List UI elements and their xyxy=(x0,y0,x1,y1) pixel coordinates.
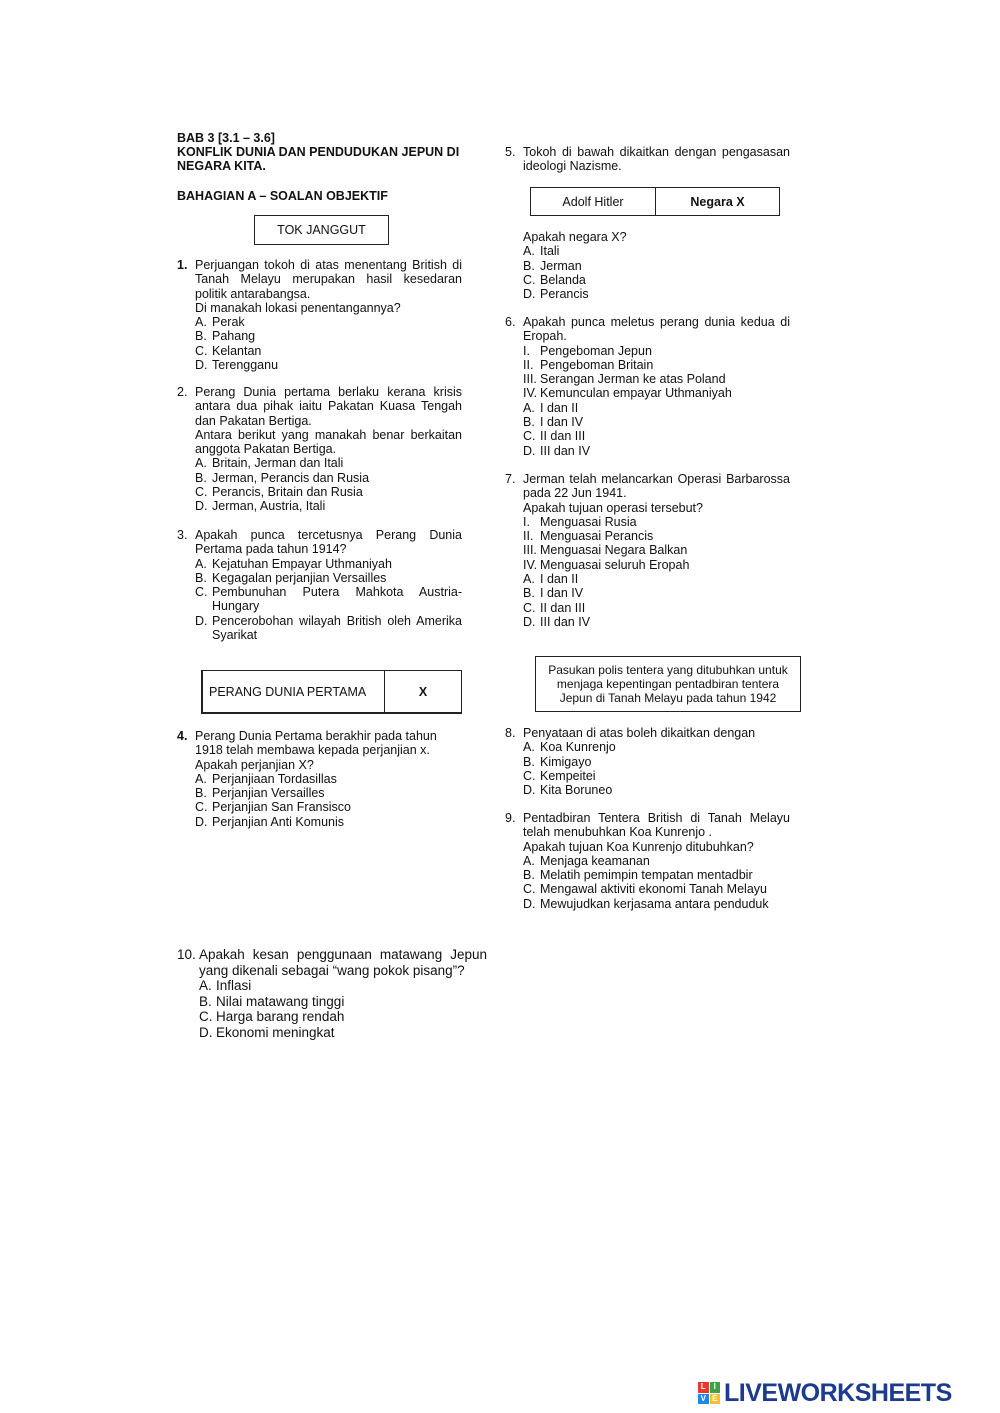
stimulus-box-perang-dunia xyxy=(201,670,462,714)
question-number: 5. xyxy=(505,145,516,159)
stimulus-box-adolf-hitler xyxy=(530,187,780,216)
option-c[interactable]: C. Belanda xyxy=(523,272,586,287)
question-number: 10. xyxy=(177,947,196,962)
option-list xyxy=(523,854,790,911)
statement-iii: III. Menguasai Negara Balkan xyxy=(523,543,688,558)
logo-tile-green: I xyxy=(710,1382,721,1393)
question-prompt: Di manakah lokasi penentangannya? xyxy=(195,300,401,315)
option-a[interactable]: A. Itali xyxy=(523,244,560,259)
option-d[interactable]: D. Terengganu xyxy=(195,358,279,373)
question-5-options xyxy=(505,230,790,301)
stimulus-right-cell: X xyxy=(418,684,428,699)
option-c[interactable]: C. II dan III xyxy=(523,429,586,444)
question-text: Tokoh di bawah dikaitkan dengan pengasasan ideologi Nazisme. xyxy=(523,145,790,174)
stimulus-right-cell: Negara X xyxy=(690,194,745,209)
option-list xyxy=(523,244,790,301)
logo-grid-icon xyxy=(698,1382,720,1404)
question-5 xyxy=(505,145,790,174)
question-number: 9. xyxy=(505,811,516,825)
logo-tile-red: L xyxy=(698,1382,709,1393)
option-c[interactable]: C. Perancis, Britain dan Rusia xyxy=(195,485,363,500)
question-number: 2. xyxy=(177,385,188,399)
question-10 xyxy=(177,947,487,1040)
question-prompt: Apakah tujuan operasi tersebut? xyxy=(523,500,703,515)
option-b[interactable]: B. Pahang xyxy=(195,329,256,344)
statement-list xyxy=(523,515,790,572)
option-a[interactable]: A. I dan II xyxy=(523,572,579,587)
option-list xyxy=(195,772,462,829)
stimulus-box-tok-janggut xyxy=(254,215,389,245)
stimulus-line-3: Jepun di Tanah Melayu pada tahun 1942 xyxy=(559,691,777,705)
question-number: 1. xyxy=(177,258,188,272)
option-a[interactable]: A. Kejatuhan Empayar Uthmaniyah xyxy=(195,556,392,571)
question-9 xyxy=(505,811,790,911)
question-text: Perang Dunia Pertama berakhir pada tahun 1918 telah membawa kepada perjanjian x. xyxy=(195,729,437,758)
option-list xyxy=(523,740,790,797)
option-list xyxy=(195,557,462,643)
question-6 xyxy=(505,315,790,458)
question-4 xyxy=(177,729,462,829)
question-number: 3. xyxy=(177,528,188,542)
question-text: Perjuangan tokoh di atas menentang British di Tanah Melayu merupakan hasil kesedaran politik antarabangsa. xyxy=(195,258,462,301)
option-d[interactable]: D. Jerman, Austria, Itali xyxy=(195,499,326,514)
option-a[interactable]: A. Menjaga keamanan xyxy=(523,853,650,868)
option-a[interactable]: A. Perjanjiaan Tordasillas xyxy=(195,771,337,786)
option-list xyxy=(523,401,790,458)
option-c[interactable]: C. Pembunuhan Putera Mahkota Austria-Hungary xyxy=(195,585,462,614)
option-d[interactable]: D. Mewujudkan kerjasama antara penduduk xyxy=(523,896,769,911)
section-title: BAHAGIAN A – SOALAN OBJEKTIF xyxy=(177,189,388,203)
statement-ii: II. Pengeboman Britain xyxy=(523,357,654,372)
option-c[interactable]: C. Kempeitei xyxy=(523,768,596,783)
question-8 xyxy=(505,726,790,797)
logo-tile-blue: V xyxy=(698,1394,709,1405)
option-b[interactable]: B. I dan IV xyxy=(523,415,584,430)
statement-i: I. Menguasai Rusia xyxy=(523,514,637,529)
option-d[interactable]: D. Perjanjian Anti Komunis xyxy=(195,814,345,829)
question-1 xyxy=(177,258,462,372)
question-prompt: Apakah perjanjian X? xyxy=(195,757,314,772)
statement-list xyxy=(523,344,790,401)
option-b[interactable]: B. Jerman xyxy=(523,258,582,273)
option-a[interactable]: A. I dan II xyxy=(523,400,579,415)
statement-iii: III. Serangan Jerman ke atas Poland xyxy=(523,372,726,387)
option-c[interactable]: C. Mengawal aktiviti ekonomi Tanah Melayu xyxy=(523,882,767,897)
question-text: Apakah punca tercetusnya Perang Dunia Pertama pada tahun 1914? xyxy=(195,528,462,557)
chapter-title: BAB 3 [3.1 – 3.6] xyxy=(177,131,275,145)
question-text: Perang Dunia pertama berlaku kerana krisis antara dua pihak iaitu Pakatan Kuasa Tengah dan Pakatan Bertiga. xyxy=(195,385,462,428)
option-a[interactable]: A. Britain, Jerman dan Itali xyxy=(195,456,344,471)
stimulus-line-2: menjaga kepentingan pentadbiran tentera xyxy=(556,677,780,691)
option-d[interactable]: D. Pencerobohan wilayah British oleh Amerika Syarikat xyxy=(195,613,462,643)
question-prompt: Apakah tujuan Koa Kunrenjo ditubuhkan? xyxy=(523,839,754,854)
liveworksheets-logo[interactable] xyxy=(698,1378,952,1408)
question-text: Apakah kesan penggunaan matawang Jepun yang dikenali sebagai “wang pokok pisang”? xyxy=(199,947,487,978)
option-b[interactable]: B. Perjanjian Versailles xyxy=(195,786,325,801)
statement-iv: IV. Kemunculan empayar Uthmaniyah xyxy=(523,386,732,401)
option-c[interactable]: C. Harga barang rendah xyxy=(199,1009,345,1024)
logo-tile-yellow: E xyxy=(710,1394,721,1405)
option-a[interactable]: A. Inflasi xyxy=(199,978,252,993)
option-d[interactable]: D. Kita Boruneo xyxy=(523,783,613,798)
option-d[interactable]: D. III dan IV xyxy=(523,443,591,458)
statement-iv: IV. Menguasai seluruh Eropah xyxy=(523,557,690,572)
option-list xyxy=(199,978,487,1040)
statement-i: I. Pengeboman Jepun xyxy=(523,343,652,358)
option-a[interactable]: A. Perak xyxy=(195,315,245,330)
option-b[interactable]: B. I dan IV xyxy=(523,586,584,601)
option-c[interactable]: C. II dan III xyxy=(523,600,586,615)
statement-ii: II. Menguasai Perancis xyxy=(523,529,654,544)
question-prompt: Antara berikut yang manakah benar berkaitan anggota Pakatan Bertiga. xyxy=(195,427,462,457)
stimulus-left-cell: PERANG DUNIA PERTAMA xyxy=(203,671,385,712)
logo-text: LIVEWORKSHEETS xyxy=(724,1378,952,1407)
option-b[interactable]: B. Kimigayo xyxy=(523,754,592,769)
option-a[interactable]: A. Koa Kunrenjo xyxy=(523,740,616,755)
stimulus-box-polis-tentera xyxy=(535,656,801,712)
option-d[interactable]: D. Perancis xyxy=(523,287,589,302)
question-text: Pentadbiran Tentera British di Tanah Melayu telah menubuhkan Koa Kunrenjo . xyxy=(523,811,790,840)
stimulus-left-cell: Adolf Hitler xyxy=(531,188,656,215)
option-c[interactable]: C. Perjanjian San Fransisco xyxy=(195,800,351,815)
option-b[interactable]: B. Nilai matawang tinggi xyxy=(199,993,345,1009)
chapter-subtitle-line1: KONFLIK DUNIA DAN PENDUDUKAN JEPUN DI xyxy=(177,145,460,159)
option-b[interactable]: B. Melatih pemimpin tempatan mentadbir xyxy=(523,868,753,883)
option-list xyxy=(195,456,462,513)
question-2 xyxy=(177,385,462,514)
stimulus-line-1: Pasukan polis tentera yang ditubuhkan untuk xyxy=(548,663,788,677)
option-b[interactable]: B. Jerman, Perancis dan Rusia xyxy=(195,470,370,485)
question-number: 6. xyxy=(505,315,516,329)
worksheet-header xyxy=(177,131,477,173)
chapter-subtitle-line2: NEGARA KITA. xyxy=(177,159,266,173)
option-list xyxy=(195,315,462,372)
question-3 xyxy=(177,528,462,642)
option-c[interactable]: C. Kelantan xyxy=(195,343,262,358)
option-d[interactable]: D. III dan IV xyxy=(523,614,591,629)
stimulus-text: TOK JANGGUT xyxy=(277,223,366,237)
question-text: Apakah punca meletus perang dunia kedua di Eropah. xyxy=(523,315,790,344)
option-b[interactable]: B. Kegagalan perjanjian Versailles xyxy=(195,570,387,585)
question-7 xyxy=(505,472,790,629)
question-text: Penyataan di atas boleh dikaitkan dengan xyxy=(523,726,756,740)
question-number: 8. xyxy=(505,726,516,740)
question-number: 4. xyxy=(177,729,188,743)
option-d[interactable]: D. Ekonomi meningkat xyxy=(199,1024,335,1040)
option-list xyxy=(523,572,790,629)
question-number: 7. xyxy=(505,472,516,486)
question-prompt: Apakah negara X? xyxy=(523,230,627,244)
question-text: Jerman telah melancarkan Operasi Barbarossa pada 22 Jun 1941. xyxy=(523,472,790,501)
